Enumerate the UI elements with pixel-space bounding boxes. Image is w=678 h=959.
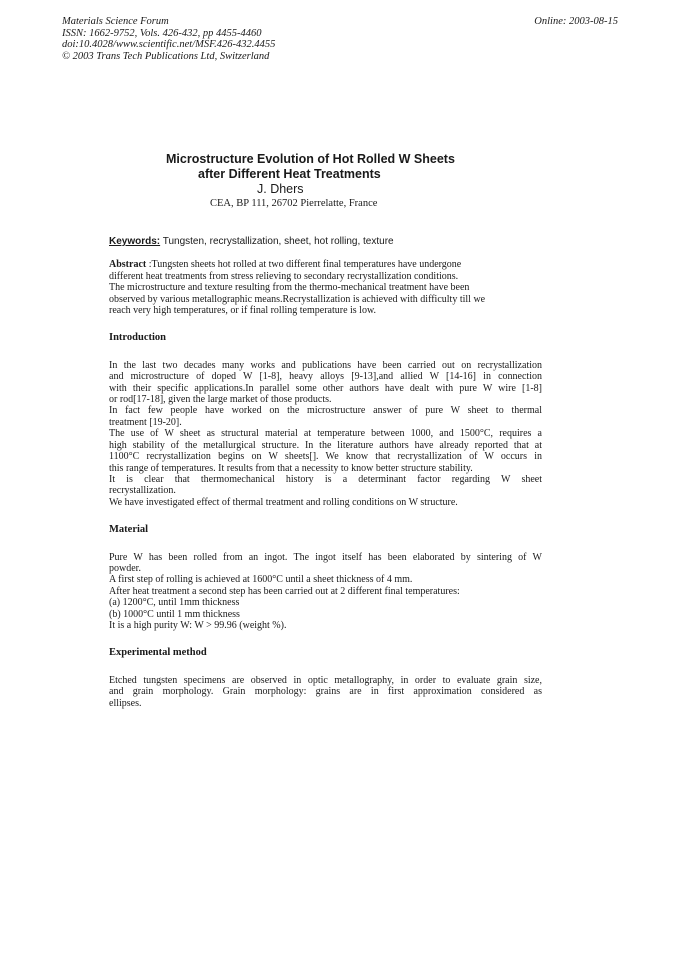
- paper-title-line-1: Microstructure Evolution of Hot Rolled W Sheets: [166, 152, 455, 166]
- affiliation: CEA, BP 111, 26702 Pierrelatte, France: [210, 198, 378, 209]
- material-line: Pure W has been rolled from an ingot. The ingot itself has been elaborated by sintering of W: [109, 551, 542, 563]
- journal-name: Materials Science Forum: [62, 16, 169, 27]
- introduction-line: The use of W sheet as structural material at temperature between 1000, and 1500°C, requires a: [109, 428, 542, 440]
- abstract-label: Abstract: [109, 259, 147, 271]
- online-date: Online: 2003-08-15: [534, 16, 618, 27]
- section-heading-material: Material: [109, 524, 149, 536]
- keywords: [109, 236, 542, 247]
- introduction-line: with their specific applications.In parallel some other authors have dealt with pure W wire [1-8]: [109, 382, 542, 394]
- introduction-line: 1100°C recrystallization begins on W sheets[]. We know that recrystallization of W occurs in: [109, 451, 542, 463]
- abstract: [109, 259, 542, 316]
- introduction-line: We have investigated effect of thermal treatment and rolling conditions on W structure.: [109, 496, 458, 508]
- abstract-line: reach very high temperatures, or if final rolling temperature is low.: [109, 305, 377, 317]
- material-line: (b) 1000°C until 1 mm thickness: [109, 608, 240, 620]
- abstract-line: Abstract :Tungsten sheets hot rolled at two different final temperatures have undergone: [109, 259, 462, 271]
- introduction-line: In the last two decades many works and publications have been carried out on recrystallization: [109, 359, 542, 371]
- journal-header: [62, 16, 275, 62]
- introduction-text: [109, 360, 542, 508]
- material-line: (a) 1200°C, until 1mm thickness: [109, 597, 240, 609]
- introduction-line: It is clear that thermomechanical history is a determinant factor regarding W sheet: [109, 473, 542, 485]
- paper-title-line-2: after Different Heat Treatments: [198, 167, 381, 181]
- paper-body: [109, 236, 542, 709]
- section-heading-experimental: Experimental method: [109, 647, 207, 659]
- introduction-line: treatment [19-20].: [109, 416, 182, 428]
- abstract-line: The microstructure and texture resulting from the thermo-mechanical treatment have been: [109, 282, 470, 294]
- copyright-line: © 2003 Trans Tech Publications Ltd, Switzerland: [62, 50, 270, 62]
- experimental-line: Etched tungsten specimens are observed in optic metallography, in order to evaluate grain size,: [109, 674, 542, 686]
- material-line: A first step of rolling is achieved at 1600°C until a sheet thickness of 4 mm.: [109, 574, 413, 586]
- section-heading-introduction: Introduction: [109, 332, 166, 344]
- introduction-line: and microstructure of doped W [1-8], heavy alloys [9-13],and allied W [14-16] in connection: [109, 371, 542, 383]
- material-text: [109, 552, 542, 632]
- material-line: It is a high purity W: W > 99.96 (weight %).: [109, 619, 287, 631]
- abstract-line: observed by various metallographic means.Recrystallization is achieved with difficulty till we: [109, 293, 486, 305]
- introduction-line: high stability of the metallurgical structure. In the literature authors have already reported that at: [109, 439, 542, 451]
- author: J. Dhers: [257, 182, 304, 196]
- experimental-text: [109, 675, 542, 709]
- keywords-text: Tungsten, recrystallization, sheet, hot rolling, texture: [162, 236, 394, 247]
- material-line: After heat treatment a second step has been carried out at 2 different final temperatures:: [109, 585, 460, 597]
- experimental-line: and grain morphology. Grain morphology: grains are in first approximation considered as: [109, 686, 542, 698]
- keywords-label: Keywords:: [109, 236, 161, 247]
- issn-line: ISSN: 1662-9752, Vols. 426-432, pp 4455-4460: [62, 27, 262, 39]
- introduction-line: or rod[17-18], given the large market of those products.: [109, 394, 332, 406]
- abstract-line: different heat treatments from stress relieving to secondary recrystallization conditions.: [109, 270, 459, 282]
- introduction-line: this range of temperatures. It results from that a necessity to know better structure stability.: [109, 462, 473, 474]
- experimental-line: ellipses.: [109, 697, 142, 709]
- introduction-line: recrystallization.: [109, 485, 176, 497]
- doi-line: doi:10.4028/www.scientific.net/MSF.426-432.4455: [62, 39, 276, 50]
- introduction-line: In fact few people have worked on the microstructure answer of pure W sheet to thermal: [109, 405, 542, 417]
- material-line: powder.: [109, 562, 141, 574]
